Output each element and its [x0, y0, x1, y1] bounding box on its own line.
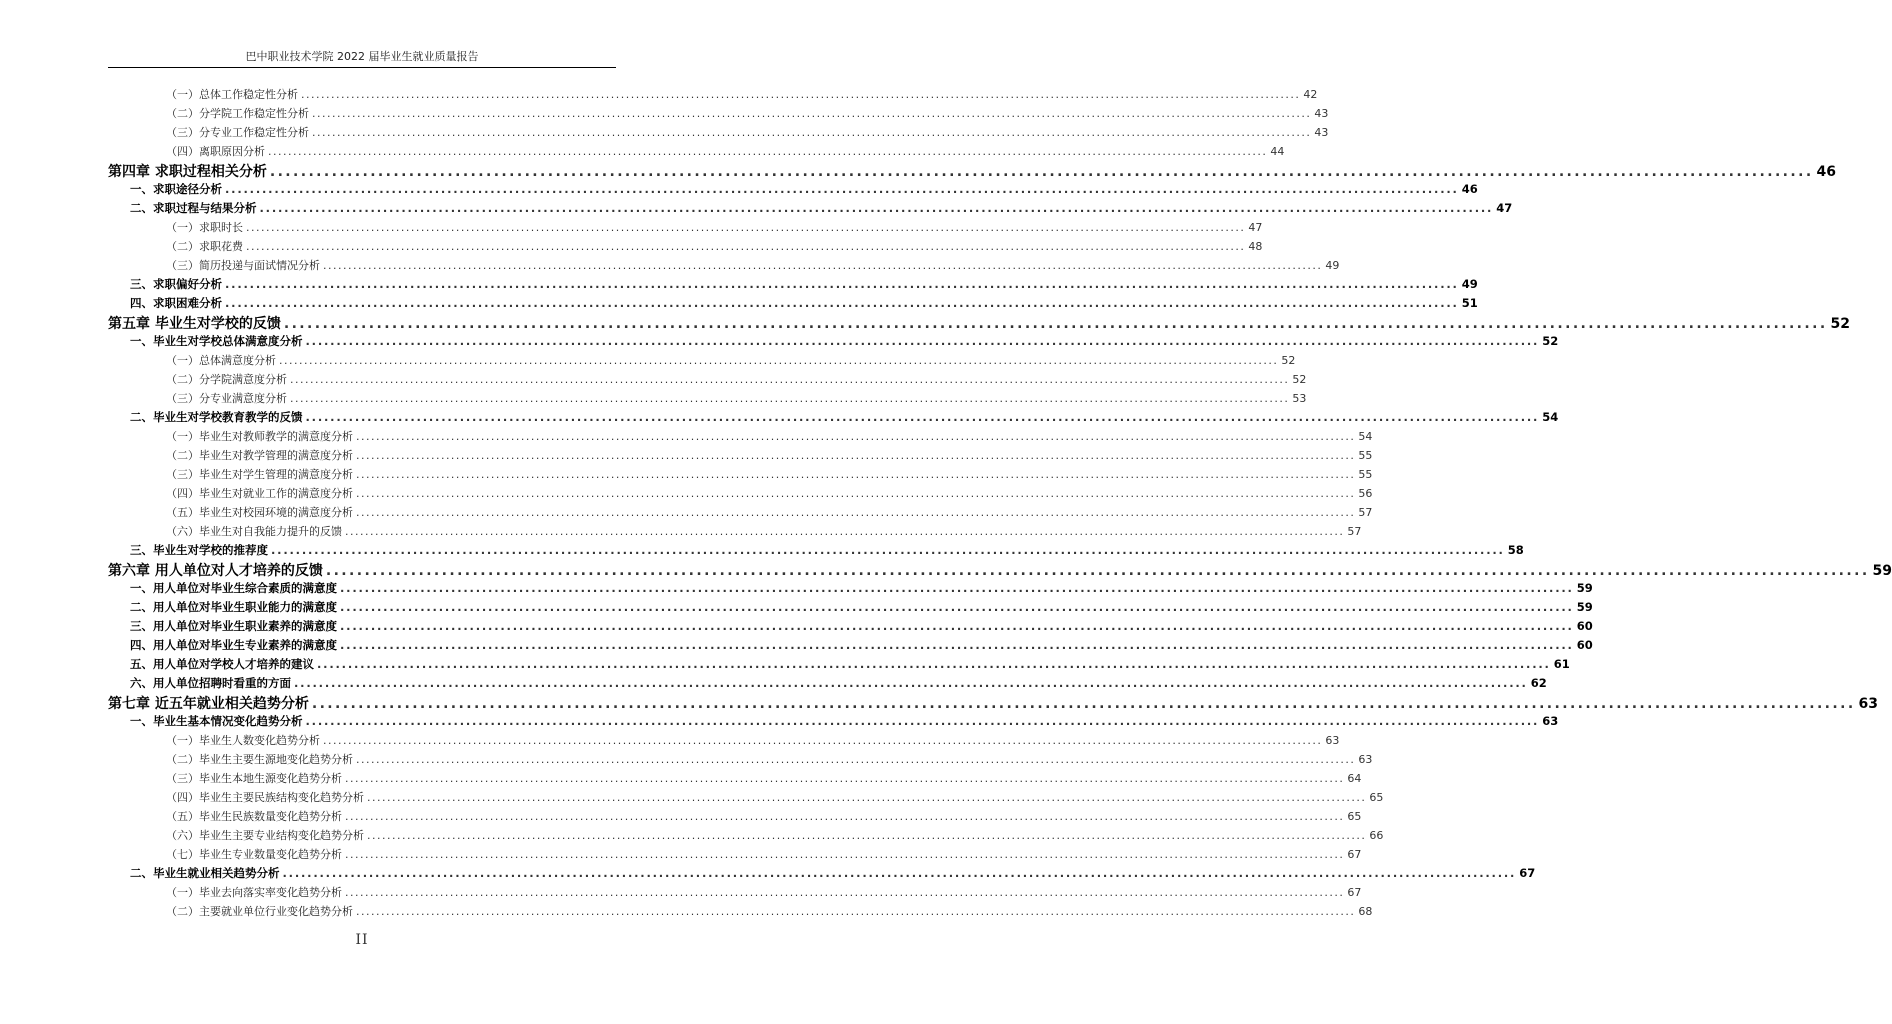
toc-leader-dots: ........................................................................................................................................................................................................	[367, 829, 1367, 842]
toc-leader-dots: ........................................................................................................................................................................................................	[259, 201, 1494, 215]
toc-entry-page: 64	[1347, 772, 1362, 785]
toc-entry-page: 52	[1292, 373, 1307, 386]
toc-leader-dots: ........................................................................................................................................................................................................	[323, 734, 1323, 747]
toc-entry-page: 57	[1347, 525, 1362, 538]
toc-entry-title: 第七章 近五年就业相关趋势分析	[108, 696, 309, 712]
toc-entry-title: 四、用人单位对毕业生专业素养的满意度	[130, 638, 337, 652]
toc-entry-sub[interactable]	[166, 447, 1373, 466]
toc-entry-title: （一）毕业去向落实率变化趋势分析	[166, 886, 342, 899]
toc-entry-page: 52	[1281, 354, 1296, 367]
toc-entry-title: （二）主要就业单位行业变化趋势分析	[166, 905, 353, 918]
toc-entry-title: （六）毕业生对自我能力提升的反馈	[166, 525, 342, 538]
toc-entry-section[interactable]	[130, 295, 1478, 314]
toc-leader-dots: ........................................................................................................................................................................................................	[225, 296, 1459, 310]
toc-entry-title: 第四章 求职过程相关分析	[108, 164, 267, 180]
toc-entry-page: 63	[1325, 734, 1340, 747]
toc-entry-sub[interactable]	[166, 238, 1263, 257]
toc-entry-page: 59	[1576, 600, 1593, 614]
toc-entry-page: 46	[1816, 164, 1837, 180]
toc-leader-dots: ........................................................................................................................................................................................................	[290, 392, 1290, 405]
toc-entry-page: 57	[1358, 506, 1373, 519]
toc-entry-page: 59	[1576, 581, 1593, 595]
toc-entry-title: 一、求职途径分析	[130, 182, 222, 196]
toc-entry-title: （一）总体满意度分析	[166, 354, 276, 367]
toc-leader-dots: ........................................................................................................................................................................................................	[367, 791, 1367, 804]
toc-entry-title: （三）分专业工作稳定性分析	[166, 126, 309, 139]
toc-entry-section[interactable]	[130, 618, 1593, 637]
toc-entry-title: （四）离职原因分析	[166, 145, 265, 158]
toc-entry-page: 52	[1542, 334, 1559, 348]
toc-entry-sub[interactable]	[166, 732, 1340, 751]
toc-leader-dots: ........................................................................................................................................................................................................	[340, 600, 1574, 614]
toc-entry-page: 52	[1830, 316, 1851, 332]
toc-entry-title: 一、毕业生对学校总体满意度分析	[130, 334, 303, 348]
toc-entry-section[interactable]	[130, 580, 1593, 599]
toc-entry-title: 四、求职困难分析	[130, 296, 222, 310]
toc-entry-page: 68	[1358, 905, 1373, 918]
toc-entry-title: 一、用人单位对毕业生综合素质的满意度	[130, 581, 337, 595]
toc-entry-section[interactable]	[130, 656, 1570, 675]
toc-entry-page: 47	[1496, 201, 1513, 215]
toc-entry-title: 二、毕业生就业相关趋势分析	[130, 866, 280, 880]
toc-entry-sub[interactable]	[166, 352, 1296, 371]
toc-leader-dots: ........................................................................................................................................................................................................	[345, 525, 1345, 538]
toc-leader-dots: ........................................................................................................................................................................................................	[340, 638, 1574, 652]
toc-entry-section[interactable]	[130, 713, 1559, 732]
toc-entry-title: 第五章 毕业生对学校的反馈	[108, 316, 281, 332]
toc-entry-sub[interactable]	[166, 808, 1362, 827]
toc-leader-dots: ........................................................................................................................................................................................................	[340, 619, 1574, 633]
toc-entry-sub[interactable]	[166, 827, 1384, 846]
toc-leader-dots: ........................................................................................................................................................................................................	[345, 886, 1345, 899]
toc-entry-section[interactable]	[130, 599, 1593, 618]
toc-entry-title: （二）分学院满意度分析	[166, 373, 287, 386]
toc-entry-sub[interactable]	[166, 884, 1362, 903]
toc-entry-page: 63	[1542, 714, 1559, 728]
toc-entry-page: 65	[1347, 810, 1362, 823]
toc-entry-title: （二）毕业生对教学管理的满意度分析	[166, 449, 353, 462]
toc-entry-title: （三）分专业满意度分析	[166, 392, 287, 405]
toc-entry-sub[interactable]	[166, 143, 1285, 162]
toc-entry-title: （四）毕业生主要民族结构变化趋势分析	[166, 791, 364, 804]
page-number-footer: II	[355, 932, 369, 948]
toc-leader-dots: ........................................................................................................................................................................................................	[325, 563, 1870, 579]
toc-leader-dots: ........................................................................................................................................................................................................	[269, 164, 1814, 180]
toc-entry-chapter[interactable]	[108, 693, 1879, 713]
toc-leader-dots: ........................................................................................................................................................................................................	[323, 259, 1323, 272]
toc-entry-title: 三、求职偏好分析	[130, 277, 222, 291]
toc-leader-dots: ........................................................................................................................................................................................................	[268, 145, 1268, 158]
toc-entry-sub[interactable]	[166, 428, 1373, 447]
toc-entry-title: （一）求职时长	[166, 221, 243, 234]
toc-entry-page: 59	[1872, 563, 1892, 579]
toc-entry-section[interactable]	[130, 181, 1478, 200]
toc-entry-sub[interactable]	[166, 523, 1362, 542]
toc-entry-title: （五）毕业生民族数量变化趋势分析	[166, 810, 342, 823]
toc-entry-title: （二）分学院工作稳定性分析	[166, 107, 309, 120]
toc-entry-title: （四）毕业生对就业工作的满意度分析	[166, 487, 353, 500]
toc-entry-sub[interactable]	[166, 770, 1362, 789]
toc-entry-title: （六）毕业生主要专业结构变化趋势分析	[166, 829, 364, 842]
toc-entry-page: 47	[1248, 221, 1263, 234]
toc-leader-dots: ........................................................................................................................................................................................................	[345, 772, 1345, 785]
toc-entry-sub[interactable]	[166, 751, 1373, 770]
toc-entry-chapter[interactable]	[108, 313, 1851, 333]
toc-entry-page: 65	[1369, 791, 1384, 804]
toc-leader-dots: ........................................................................................................................................................................................................	[279, 354, 1279, 367]
toc-leader-dots: ........................................................................................................................................................................................................	[345, 810, 1345, 823]
toc-leader-dots: ........................................................................................................................................................................................................	[312, 126, 1312, 139]
toc-entry-sub[interactable]	[166, 124, 1329, 143]
toc-entry-page: 58	[1507, 543, 1524, 557]
toc-entry-page: 48	[1248, 240, 1263, 253]
toc-leader-dots: ........................................................................................................................................................................................................	[356, 506, 1356, 519]
toc-entry-page: 60	[1576, 638, 1593, 652]
toc-entry-page: 43	[1314, 107, 1329, 120]
toc-leader-dots: ........................................................................................................................................................................................................	[305, 410, 1540, 424]
toc-leader-dots: ........................................................................................................................................................................................................	[356, 905, 1356, 918]
toc-entry-page: 67	[1519, 866, 1536, 880]
toc-entry-sub[interactable]	[166, 466, 1373, 485]
toc-entry-page: 53	[1292, 392, 1307, 405]
header-divider	[108, 67, 616, 68]
toc-entry-title: 三、用人单位对毕业生职业素养的满意度	[130, 619, 337, 633]
toc-entry-title: （一）总体工作稳定性分析	[166, 88, 298, 101]
toc-entry-sub[interactable]	[166, 504, 1373, 523]
toc-entry-sub[interactable]	[166, 789, 1384, 808]
toc-entry-sub[interactable]	[166, 219, 1263, 238]
toc-entry-section[interactable]	[130, 675, 1547, 694]
toc-entry-title: 第六章 用人单位对人才培养的反馈	[108, 563, 323, 579]
toc-entry-sub[interactable]	[166, 371, 1307, 390]
toc-entry-sub[interactable]	[166, 257, 1340, 276]
toc-entry-page: 49	[1461, 277, 1478, 291]
toc-entry-section[interactable]	[130, 865, 1536, 884]
toc-entry-page: 63	[1858, 696, 1879, 712]
toc-leader-dots: ........................................................................................................................................................................................................	[312, 107, 1312, 120]
toc-leader-dots: ........................................................................................................................................................................................................	[290, 373, 1290, 386]
toc-entry-title: 二、毕业生对学校教育教学的反馈	[130, 410, 303, 424]
toc-entry-title: 三、毕业生对学校的推荐度	[130, 543, 268, 557]
toc-entry-page: 43	[1314, 126, 1329, 139]
toc-entry-title: 五、用人单位对学校人才培养的建议	[130, 657, 314, 671]
toc-entry-page: 42	[1303, 88, 1318, 101]
toc-leader-dots: ........................................................................................................................................................................................................	[356, 449, 1356, 462]
toc-entry-title: （五）毕业生对校园环境的满意度分析	[166, 506, 353, 519]
toc-entry-page: 66	[1369, 829, 1384, 842]
toc-leader-dots: ........................................................................................................................................................................................................	[356, 468, 1356, 481]
toc-entry-sub[interactable]	[166, 846, 1362, 865]
toc-entry-page: 61	[1553, 657, 1570, 671]
toc-leader-dots: ........................................................................................................................................................................................................	[356, 430, 1356, 443]
toc-entry-title: 一、毕业生基本情况变化趋势分析	[130, 714, 303, 728]
toc-entry-section[interactable]	[130, 276, 1478, 295]
toc-leader-dots: ........................................................................................................................................................................................................	[246, 221, 1246, 234]
toc-entry-page: 55	[1358, 449, 1373, 462]
toc-entry-page: 56	[1358, 487, 1373, 500]
toc-entry-page: 54	[1542, 410, 1559, 424]
toc-leader-dots: ........................................................................................................................................................................................................	[301, 88, 1301, 101]
toc-entry-sub[interactable]	[166, 485, 1373, 504]
toc-entry-chapter[interactable]	[108, 161, 1837, 181]
toc-entry-page: 60	[1576, 619, 1593, 633]
toc-entry-section[interactable]	[130, 333, 1559, 352]
toc-entry-chapter[interactable]	[108, 560, 1892, 580]
toc-leader-dots: ........................................................................................................................................................................................................	[305, 714, 1540, 728]
toc-leader-dots: ........................................................................................................................................................................................................	[225, 277, 1459, 291]
toc-entry-section[interactable]	[130, 542, 1524, 561]
toc-entry-title: （三）简历投递与面试情况分析	[166, 259, 320, 272]
toc-entry-sub[interactable]	[166, 390, 1307, 409]
toc-leader-dots: ........................................................................................................................................................................................................	[311, 696, 1856, 712]
toc-leader-dots: ........................................................................................................................................................................................................	[271, 543, 1505, 557]
toc-entry-title: （七）毕业生专业数量变化趋势分析	[166, 848, 342, 861]
toc-entry-page: 54	[1358, 430, 1373, 443]
toc-entry-section[interactable]	[130, 200, 1513, 219]
toc-entry-page: 63	[1358, 753, 1373, 766]
toc-entry-page: 55	[1358, 468, 1373, 481]
toc-leader-dots: ........................................................................................................................................................................................................	[225, 182, 1459, 196]
toc-entry-page: 49	[1325, 259, 1340, 272]
toc-leader-dots: ........................................................................................................................................................................................................	[356, 487, 1356, 500]
toc-leader-dots: ........................................................................................................................................................................................................	[282, 866, 1517, 880]
toc-entry-sub[interactable]	[166, 86, 1318, 105]
toc-entry-title: （三）毕业生对学生管理的满意度分析	[166, 468, 353, 481]
toc-entry-title: （二）求职花费	[166, 240, 243, 253]
toc-leader-dots: ........................................................................................................................................................................................................	[246, 240, 1246, 253]
toc-entry-page: 67	[1347, 848, 1362, 861]
toc-entry-page: 44	[1270, 145, 1285, 158]
toc-entry-section[interactable]	[130, 637, 1593, 656]
toc-leader-dots: ........................................................................................................................................................................................................	[305, 334, 1540, 348]
toc-leader-dots: ........................................................................................................................................................................................................	[317, 657, 1551, 671]
toc-leader-dots: ........................................................................................................................................................................................................	[294, 676, 1528, 690]
toc-leader-dots: ........................................................................................................................................................................................................	[356, 753, 1356, 766]
toc-entry-title: （二）毕业生主要生源地变化趋势分析	[166, 753, 353, 766]
toc-leader-dots: ........................................................................................................................................................................................................	[340, 581, 1574, 595]
toc-entry-title: 二、求职过程与结果分析	[130, 201, 257, 215]
toc-leader-dots: ........................................................................................................................................................................................................	[283, 316, 1828, 332]
toc-entry-page: 62	[1530, 676, 1547, 690]
toc-entry-section[interactable]	[130, 409, 1559, 428]
toc-entry-title: 二、用人单位对毕业生职业能力的满意度	[130, 600, 337, 614]
toc-entry-title: （一）毕业生人数变化趋势分析	[166, 734, 320, 747]
toc-entry-page: 51	[1461, 296, 1478, 310]
toc-leader-dots: ........................................................................................................................................................................................................	[345, 848, 1345, 861]
toc-entry-sub[interactable]	[166, 105, 1329, 124]
page-header-title: 巴中职业技术学院 2022 届毕业生就业质量报告	[245, 50, 479, 63]
toc-entry-title: （一）毕业生对教师教学的满意度分析	[166, 430, 353, 443]
toc-entry-page: 67	[1347, 886, 1362, 899]
toc-entry-sub[interactable]	[166, 903, 1373, 922]
toc-entry-title: 六、用人单位招聘时看重的方面	[130, 676, 291, 690]
toc-entry-page: 46	[1461, 182, 1478, 196]
toc-entry-title: （三）毕业生本地生源变化趋势分析	[166, 772, 342, 785]
